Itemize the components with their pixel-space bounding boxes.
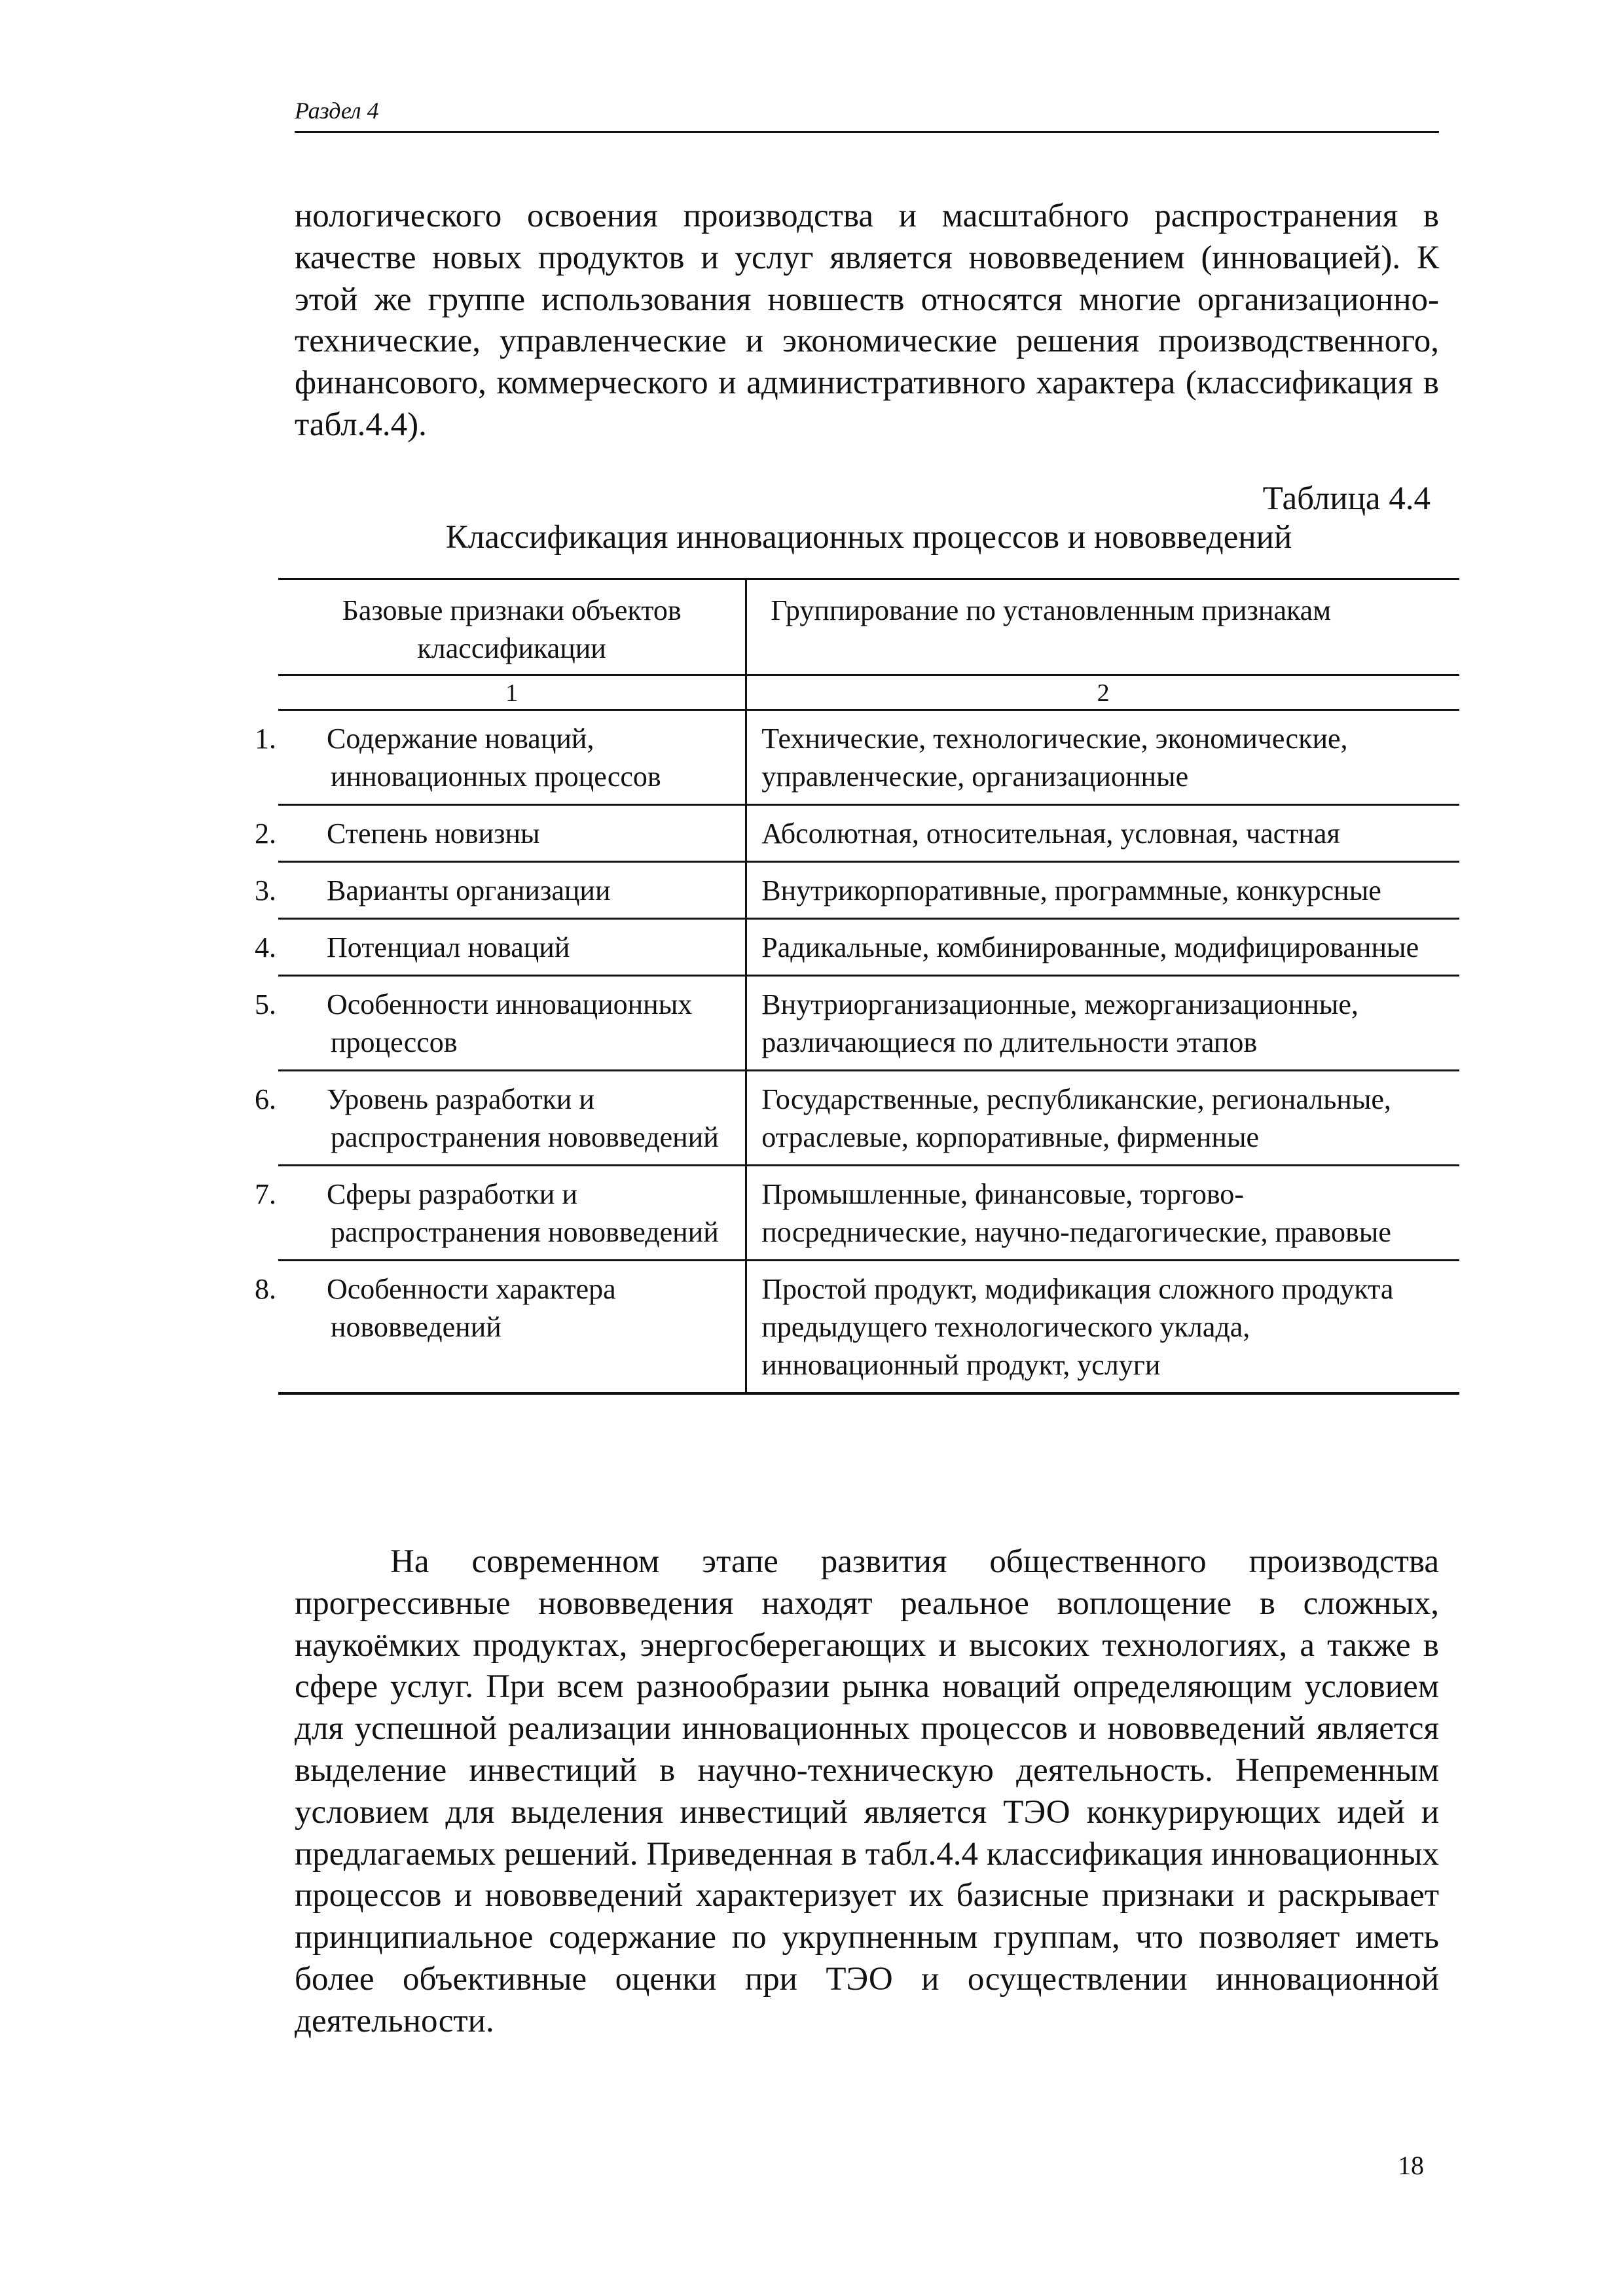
table-row (278, 862, 1459, 919)
row-number: 5. (255, 988, 276, 1020)
groups-cell (746, 1166, 1459, 1261)
row-number: 1. (255, 723, 276, 755)
criterion-cell (255, 710, 746, 805)
groups-text: Простой продукт, модификация сложного продукта предыдущего технологического уклада, инновационный продукт, услуги (761, 1273, 1394, 1381)
table-row (278, 805, 1459, 862)
groups-text: Государственные, республиканские, региональные, отраслевые, корпоративные, фирменные (761, 1083, 1391, 1153)
page-number: 18 (1398, 2151, 1424, 2180)
criterion-text: Особенности инновационных процессов (327, 988, 693, 1058)
column-number: 2 (746, 675, 1459, 710)
table-row (278, 1166, 1459, 1261)
table-header-row (278, 579, 1459, 675)
groups-cell (746, 919, 1459, 976)
groups-text: Абсолютная, относительная, условная, частная (761, 817, 1340, 850)
groups-text: Промышленные, финансовые, торгово-посреднические, научно-педагогические, правовые (761, 1178, 1391, 1248)
row-number: 2. (255, 817, 276, 850)
column-header-groups: Группирование по установленным признакам (746, 579, 1459, 675)
groups-cell (746, 805, 1459, 862)
column-number-row (278, 675, 1459, 710)
criterion-text: Степень новизны (327, 817, 540, 850)
groups-text: Радикальные, комбинированные, модифицированные (761, 931, 1419, 963)
table-row (278, 919, 1459, 976)
criterion-text: Уровень разработки и распространения нововведений (327, 1083, 719, 1153)
criterion-cell (255, 1071, 746, 1166)
criterion-text: Варианты организации (327, 874, 611, 906)
table-number-label: Таблица 4.4 (1262, 480, 1431, 517)
groups-text: Технические, технологические, экономические, управленческие, организационные (761, 723, 1348, 793)
criterion-text: Сферы разработки и распространения нововведений (327, 1178, 719, 1248)
table-row (278, 976, 1459, 1071)
column-header-criteria: Базовые признаки объектов классификации (278, 579, 746, 675)
body-paragraph: На современном этапе развития общественного производства прогрессивные нововведения находят реальное воплощение в сложных, наукоёмких продуктах, энергосберегающих и высоких технологиях, а также в сфере услуг. При всем разнообразии рынка новаций определяющим условием для успешной реализации инновационных процессов и нововведений является выделение инвестиций в научно-техническую деятельность. Непременным условием для выделения инвестиций является ТЭО конкурирующих идей и предлагаемых решений. Приведенная в табл.4.4 классификация инновационных процессов и нововведений характеризует их базисные признаки и раскрывает принципиальное содержание по укрупненным группам, что позволяет иметь более объективные оценки при ТЭО и осуществлении инновационной деятельности. (295, 1543, 1439, 2039)
criterion-cell (255, 1166, 746, 1261)
table-row (278, 1261, 1459, 1394)
criterion-cell (255, 919, 746, 976)
row-number: 7. (255, 1178, 276, 1210)
groups-cell (746, 976, 1459, 1071)
header-rule (295, 131, 1439, 133)
groups-cell (746, 1261, 1459, 1394)
column-number: 1 (278, 675, 746, 710)
criterion-cell (255, 1261, 746, 1394)
groups-cell (746, 862, 1459, 919)
intro-paragraph: нологического освоения производства и масштабного распространения в качестве новых продуктов и услуг является нововведением (инновацией). К этой же группе использования новшеств относятся многие организационно-технические, управленческие и экономические решения производственного, финансового, коммерческого и административного характера (классификация в табл.4.4). (295, 198, 1439, 443)
table-row (278, 710, 1459, 805)
row-number: 3. (255, 874, 276, 906)
row-number: 6. (255, 1083, 276, 1115)
groups-cell (746, 1071, 1459, 1166)
groups-cell (746, 710, 1459, 805)
classification-table (255, 578, 1459, 1395)
table-row (278, 1071, 1459, 1166)
groups-text: Внутриорганизационные, межорганизационные, различающиеся по длительности этапов (761, 988, 1359, 1058)
criterion-cell (255, 805, 746, 862)
groups-text: Внутрикорпоративные, программные, конкурсные (761, 874, 1381, 906)
criterion-text: Особенности характера нововведений (327, 1273, 616, 1343)
criterion-cell (255, 976, 746, 1071)
row-number: 8. (255, 1273, 276, 1305)
running-head: Раздел 4 (295, 98, 379, 124)
criterion-text: Потенциал новаций (327, 931, 570, 963)
table-caption: Классификация инновационных процессов и нововведений (445, 519, 1292, 556)
criterion-cell (255, 862, 746, 919)
row-number: 4. (255, 931, 276, 963)
criterion-text: Содержание новаций, инновационных процессов (327, 723, 661, 793)
